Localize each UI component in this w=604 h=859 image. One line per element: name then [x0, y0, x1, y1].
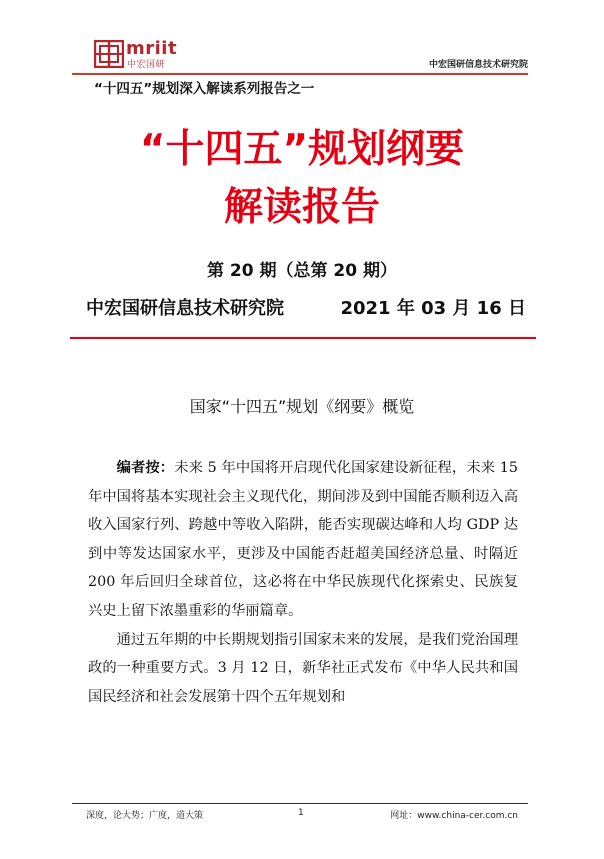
- header-divider: [72, 73, 528, 75]
- main-title-line1: “十四五”规划纲要: [139, 127, 465, 172]
- logo: [94, 38, 204, 70]
- paragraph-editor-note: [88, 454, 518, 626]
- logo-cn-text: 中宏国研: [127, 60, 166, 70]
- footer-divider: [72, 803, 528, 804]
- paragraph-1-text: 未来 5 年中国将开启现代化国家建设新征程，未来 15 年中国将基本实现社会主义现代化，期间涉及到中国能否顺利迈入高收入国家行列、跨越中等收入陷阱，能否实现碳达峰和人均 GDP 达到中等发达国家水平，更涉及中国能否赶超美国经济总量、时隔近 200 年后回归全球首位，这必将在中华民族现代化探索史、民族复兴史上留下浓墨重彩的华丽篇章。: [88, 460, 518, 619]
- header-org-name: 中宏国研信息技术研究院: [428, 60, 528, 70]
- logo-text: mriit: [126, 38, 178, 59]
- title-divider: [70, 337, 536, 339]
- org-date-row: [86, 294, 526, 320]
- article-body: [88, 454, 518, 711]
- footer-website: 网址：www.china-cer.com.cn: [390, 811, 518, 821]
- series-title: “十四五”规划深入解读系列报告之一: [94, 81, 315, 97]
- page-number: 1: [298, 808, 304, 818]
- paragraph-2: 通过五年期的中长期规划指引国家未来的发展，是我们党治国理政的一种重要方式。3 月 12 日，新华社正式发布《中华人民共和国国民经济和社会发展第十四个五年规划和: [88, 631, 518, 705]
- page-header: [72, 38, 528, 72]
- institute-name: 中宏国研信息技术研究院: [86, 298, 284, 319]
- footer-slogan: 深度，论大势；广度，道大策: [86, 811, 204, 821]
- issue-number: 第 20 期（总第 20 期）: [207, 261, 397, 281]
- mriit-logo-icon: [94, 40, 124, 68]
- main-title-line2: 解读报告: [223, 185, 380, 230]
- report-date: 2021 年 03 月 16 日: [340, 298, 526, 319]
- article-subtitle: 国家“十四五”规划《纲要》概览: [189, 397, 415, 416]
- editor-label: 编者按：: [116, 460, 175, 476]
